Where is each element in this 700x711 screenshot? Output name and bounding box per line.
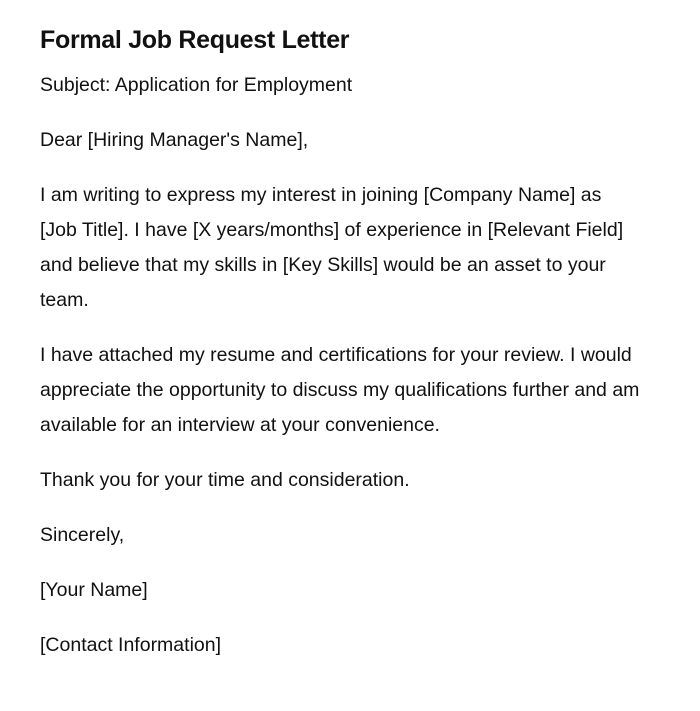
contact-info: [Contact Information] <box>40 634 222 656</box>
body-paragraph: I am writing to express my interest in joining [Company Name] as [Job Title]. I have [X years/months] of experience in [Relevant Field] and believe that my skills in [Key Skills] would be an asset to your team. <box>40 184 624 311</box>
thanks-line: Thank you for your time and consideration. <box>40 469 410 491</box>
salutation: Dear [Hiring Manager's Name], <box>40 129 309 151</box>
closing: Sincerely, <box>40 524 125 546</box>
letter-title: Formal Job Request Letter <box>40 26 350 54</box>
subject-line: Subject: Application for Employment <box>40 74 353 96</box>
body-paragraph: I have attached my resume and certifications for your review. I would appreciate the opportunity to discuss my qualifications further and am available for an interview at your convenience. <box>40 344 640 436</box>
signature-name: [Your Name] <box>40 579 148 601</box>
